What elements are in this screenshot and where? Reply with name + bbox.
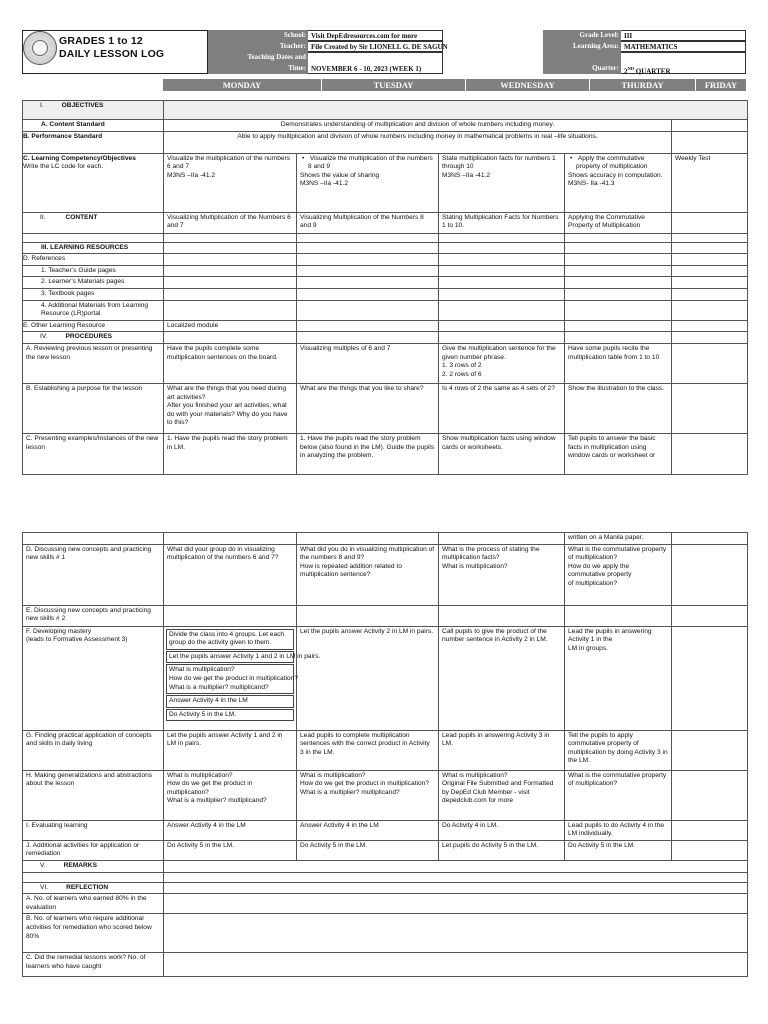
area-value: MATHEMATICS — [621, 41, 746, 52]
performance-standard-label: B. Performance Standard — [23, 131, 164, 153]
proc-d-label: D. Discussing new concepts and practicing new skills # 1 — [23, 544, 164, 605]
proc-d-tuesday: What did you do in visualizing multiplication of the numbers 8 and 9? How is repeated addition related to multiplication sentence? — [297, 544, 439, 605]
title-daily-lesson-log: DAILY LESSON LOG — [59, 48, 165, 60]
proc-b-label: B. Establishing a purpose for the lesson — [23, 383, 164, 433]
day-thursday: THURDAY — [590, 79, 696, 91]
proc-h-label: H. Making generalizations and abstractions about the lesson — [23, 770, 164, 820]
proc-a-monday: Have the pupils complete some multiplication sentences on the board. — [164, 343, 297, 383]
proc-i-tuesday: Answer Activity 4 in the LM — [297, 820, 439, 840]
proc-b-thursday: Show the illustration to the class. — [565, 383, 672, 433]
proc-h-wednesday: What is multiplication? Original File Submitted and Formatted by DepEd Club Member - visit depedclub.com for more — [439, 770, 565, 820]
proc-b-wednesday: Is 4 rows of 2 the same as 4 sets of 2? — [439, 383, 565, 433]
proc-i-thursday: Lead pupils to do Activity 4 in the LM individually. — [565, 820, 672, 840]
dates-value: NOVEMBER 6 - 10, 2023 (WEEK 1) — [308, 52, 443, 74]
school-label: School: — [208, 30, 308, 41]
proc-j-tuesday: Do Activity 5 in the LM. — [297, 840, 439, 860]
quarter-value: 2ND QUARTER — [621, 52, 746, 74]
grade-value: III — [621, 30, 746, 41]
references-label: D. References — [23, 254, 164, 266]
day-tuesday: TUESDAY — [322, 79, 466, 91]
learners-materials-label: 2. Learner’s Materials pages — [23, 277, 164, 289]
proc-c-wednesday: Show multiplication facts using window cards or worksheets. — [439, 433, 565, 474]
other-resource-monday: Localized module — [164, 320, 297, 332]
day-wednesday: WEDNESDAY — [466, 79, 590, 91]
proc-f-monday-box-3: What is multiplication? How do we get the product in multiplication? What is a multiplier? multiplicand? — [166, 664, 294, 694]
proc-f-tuesday: Let the pupils answer Activity 2 in LM in pairs. — [297, 626, 439, 730]
lesson-log-header — [22, 30, 746, 74]
area-label: Learning Area: — [543, 41, 621, 52]
other-resource-label: E. Other Learning Resource — [23, 320, 164, 332]
proc-b-monday: What are the things that you need during art activities? After you finished your art activities, what do with your materials? Why do you have to this? — [164, 383, 297, 433]
info-block-left — [208, 30, 572, 74]
proc-a-thursday: Have some pupils recite the multiplication table from 1 to 10 — [565, 343, 672, 383]
proc-g-label: G. Finding practical application of concepts and skills in daily living — [23, 730, 164, 770]
proc-d-wednesday: What is the process of stating the multiplication facts? What is multiplication? — [439, 544, 565, 605]
proc-b-tuesday: What are the things that you like to share? — [297, 383, 439, 433]
day-monday: MONDAY — [163, 79, 322, 91]
lc-friday: Weekly Test — [672, 153, 748, 212]
lc-tuesday: • Visualize the multiplication of the numbers 8 and 9 Shows the value of sharing M3NS –IIa -41.2 — [297, 153, 439, 212]
school-value: Visit DepEdresources.com for more — [308, 30, 443, 41]
textbook-pages-label: 3. Textbook pages — [23, 288, 164, 300]
lc-monday: Visualize the multiplication of the numbers 6 and 7 M3NS –IIa -41.2 — [164, 153, 297, 212]
objectives-heading: I. OBJECTIVES — [23, 101, 164, 120]
grade-label: Grade Level: — [543, 30, 621, 41]
learning-competency-label: C. Learning Competency/Objectives Write the LC code for each. — [23, 153, 164, 212]
proc-h-monday: What is multiplication? How do we get the product in multiplication? What is a multiplier? multiplicand? — [164, 770, 297, 820]
proc-c-monday: 1. Have the pupils read the story problem in LM. — [164, 433, 297, 474]
reflection-b-label: B. No. of learners who require additional activities for remediation who scored below 80% — [23, 914, 164, 953]
proc-h-thursday: What is the commutative property of multiplication? — [565, 770, 672, 820]
proc-f-monday-box-1: Divide the class into 4 groups. Let each group do the activity given to them. — [166, 629, 294, 650]
proc-i-label: I. Evaluating learning — [23, 820, 164, 840]
lesson-table-page-1 — [22, 100, 748, 475]
proc-a-label: A. Reviewing previous lesson or presenting the new lesson — [23, 343, 164, 383]
proc-d-monday: What did your group do in visualizing multiplication of the numbers 6 and 7? — [164, 544, 297, 605]
deped-seal-icon — [23, 31, 57, 65]
content-standard-value: Demonstrates understanding of multiplication and division of whole numbers including money. — [164, 120, 672, 132]
reflection-c-label: C. Did the remedial lessons work? No. of learners who have caught — [23, 953, 164, 977]
proc-i-wednesday: Do Activity 4 in LM. — [439, 820, 565, 840]
proc-h-tuesday: What is multiplication? How do we get the product in multiplication? What is a multiplier? multiplicand? — [297, 770, 439, 820]
proc-g-tuesday: Lead pupils to complete multiplication sentences with the correct product in Activity 3 in the LM. — [297, 730, 439, 770]
procedures-heading: IV. PROCEDURES — [23, 332, 164, 344]
proc-g-thursday: Tell the pupils to apply commutative property of multiplication by doing Activity 3 in the LM. — [565, 730, 672, 770]
proc-f-wednesday: Call pupils to give the product of the number sentence in Activity 2 in LM. — [439, 626, 565, 730]
title-box — [22, 30, 208, 74]
lesson-table-page-2 — [22, 532, 748, 977]
day-friday: FRIDAY — [696, 79, 746, 91]
dates-label-1: Teaching Dates and — [208, 52, 308, 63]
proc-j-label: J. Additional activities for application or remediation — [23, 840, 164, 860]
teacher-value: File Created by Sir LIONELL G. DE SAGUN — [308, 41, 443, 52]
info-block-right — [543, 30, 746, 74]
additional-materials-label: 4. Additional Materials from Learning Resource (LR)portal — [23, 300, 164, 320]
quarter-label: Quarter: — [543, 63, 621, 74]
content-tuesday: Visualizing Multiplication of the Numbers 8 and 9 — [297, 212, 439, 233]
proc-c-thursday: Tell pupils to answer the basic facts in multiplication using window cards or worksheet or — [565, 433, 672, 474]
proc-j-thursday: Do Activity 5 in the LM. — [565, 840, 672, 860]
dates-label-2: Time: — [208, 63, 308, 74]
title-grades: GRADES 1 to 12 — [59, 35, 143, 47]
proc-f-monday-box-5: Do Activity 5 in the LM. — [166, 709, 294, 722]
proc-e-label: E. Discussing new concepts and practicing new skills # 2 — [23, 605, 164, 626]
reflection-a-label: A. No. of learners who earned 80% in the evaluation — [23, 894, 164, 914]
proc-f-monday — [164, 626, 321, 730]
performance-standard-value: Able to apply multiplication and division of whole numbers including money in mathematical problems in real –life situations. — [164, 131, 672, 153]
proc-g-wednesday: Lead pupils in answering Activity 3 in LM. — [439, 730, 565, 770]
teacher-label: Teacher: — [208, 41, 308, 52]
proc-f-thursday: Lead the pupils in answering Activity 1 in the LM in groups. — [565, 626, 672, 730]
day-header-row — [22, 79, 746, 91]
proc-c-label: C. Presenting examples/Instances of the new lesson — [23, 433, 164, 474]
content-heading: II. CONTENT — [23, 212, 164, 233]
proc-d-thursday: What is the commutative property of multiplication? How do we apply the commutative property of multiplication? — [565, 544, 672, 605]
reflection-heading: VI. REFLECTION — [23, 882, 164, 894]
proc-a-wednesday: Give the multiplication sentence for the given number phrase. 1. 3 rows of 2 2. 2 rows of 6 — [439, 343, 565, 383]
proc-i-monday: Answer Activity 4 in the LM — [164, 820, 297, 840]
teachers-guide-label: 1. Teacher’s Guide pages — [23, 265, 164, 277]
proc-f-label: F. Developing mastery (leads to Formative Assessment 3) — [23, 626, 164, 730]
content-wednesday: Stating Multiplication Facts for Numbers 1 to 10. — [439, 212, 565, 233]
content-standard-label: A. Content Standard — [23, 120, 164, 132]
remarks-heading: V. REMARKS — [23, 860, 164, 872]
proc-c-thursday-cont: written on a Manila paper. — [565, 533, 672, 545]
content-thursday: Applying the Commutative Property of Multiplication — [565, 212, 672, 233]
proc-j-monday: Do Activity 5 in the LM. — [164, 840, 297, 860]
learning-resources-heading: III. LEARNING RESOURCES — [23, 242, 164, 254]
proc-f-monday-box-4: Answer Activity 4 in the LM — [166, 695, 294, 708]
lc-wednesday: State multiplication facts for numbers 1 through 10 M3NS –IIa -41.2 — [439, 153, 565, 212]
content-monday: Visualizing Multiplication of the Numbers 6 and 7 — [164, 212, 297, 233]
proc-f-monday-box-2: Let the pupils answer Activity 1 and 2 in LM in pairs. — [166, 651, 294, 664]
proc-j-wednesday: Let pupils do Activity 5 in the LM. — [439, 840, 565, 860]
proc-c-tuesday: 1. Have the pupils read the story problem below (also found in the LM). Guide the pupils in analyzing the problem. — [297, 433, 439, 474]
lc-thursday: • Apply the commutative property of multiplication Shows accuracy in computation. M3NS- IIa -41.3 — [565, 153, 672, 212]
proc-a-tuesday: Visualizing multiples of 6 and 7 — [297, 343, 439, 383]
proc-g-monday: Let the pupils answer Activity 1 and 2 in LM in pairs. — [164, 730, 297, 770]
